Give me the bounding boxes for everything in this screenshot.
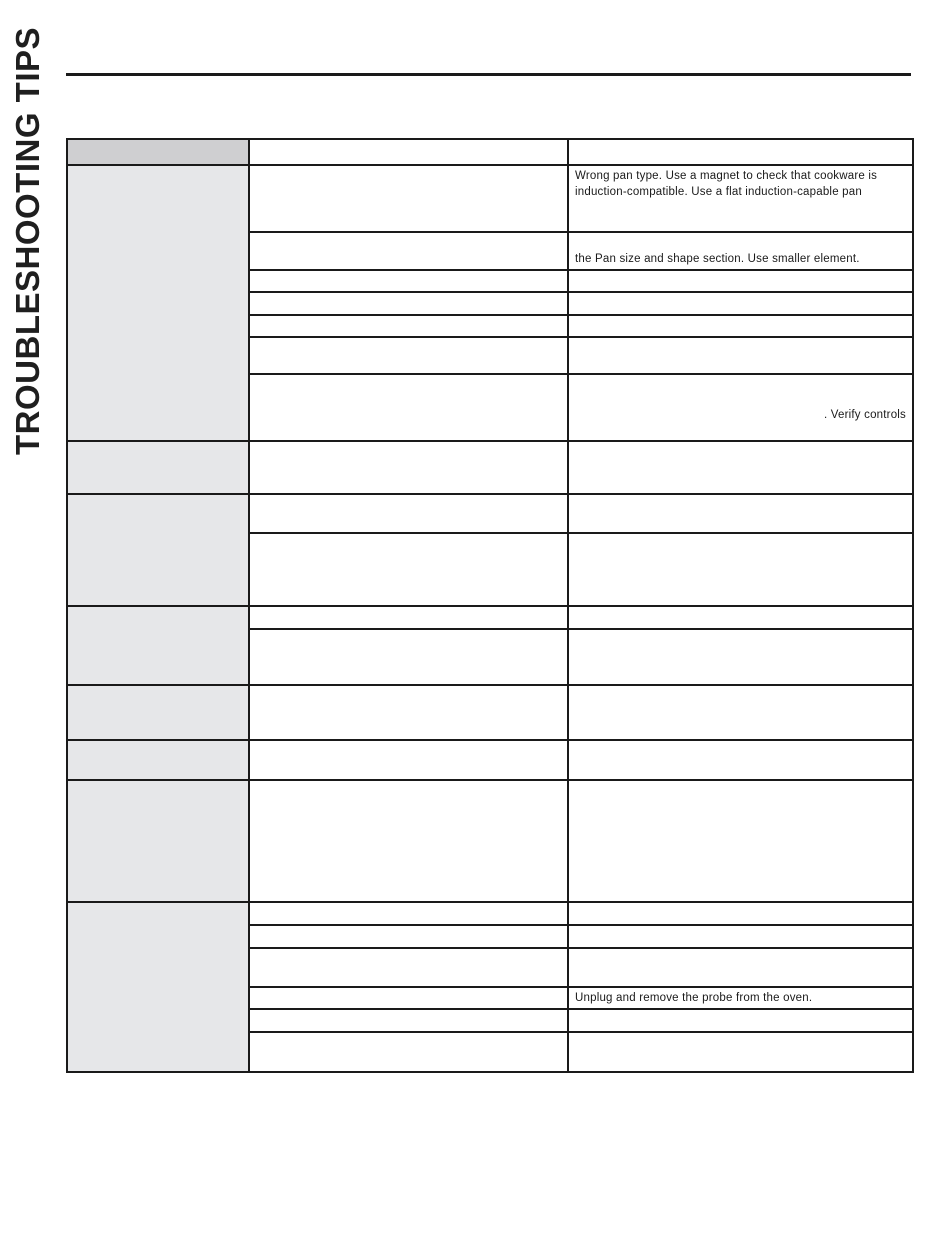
cause-cell [249, 902, 568, 925]
cause-cell [249, 270, 568, 292]
cause-cell [249, 948, 568, 987]
header-what-to-do [568, 139, 913, 165]
table-header-row [67, 139, 913, 165]
fix-text: Unplug and remove the probe from the oven. [575, 992, 813, 1004]
fix-cell [568, 902, 913, 925]
fix-cell [568, 606, 913, 629]
fix-cell [568, 337, 913, 374]
fix-cell [568, 292, 913, 315]
fix-cell [568, 374, 913, 441]
cause-cell [249, 606, 568, 629]
fix-cell [568, 1009, 913, 1032]
header-problem [67, 139, 249, 165]
cause-cell [249, 685, 568, 740]
fix-cell [568, 1032, 913, 1072]
header-rule [66, 73, 911, 76]
problem-cell [67, 494, 249, 606]
cause-cell [249, 740, 568, 780]
cause-cell [249, 629, 568, 685]
fix-cell [568, 925, 913, 948]
table-row [67, 494, 913, 533]
cause-cell [249, 292, 568, 315]
fix-cell [568, 685, 913, 740]
table-row [67, 685, 913, 740]
fix-cell [568, 948, 913, 987]
problem-cell [67, 441, 249, 494]
fix-cell [568, 165, 913, 232]
fix-cell [568, 533, 913, 606]
cause-cell [249, 337, 568, 374]
fix-cell [568, 987, 913, 1009]
table-row [67, 441, 913, 494]
fix-cell [568, 315, 913, 337]
fix-cell [568, 629, 913, 685]
section-title-vertical [8, 26, 48, 456]
problem-cell [67, 606, 249, 685]
fix-cell [568, 270, 913, 292]
problem-cell [67, 780, 249, 902]
cause-cell [249, 533, 568, 606]
cause-cell [249, 441, 568, 494]
header-possible-causes [249, 139, 568, 165]
cause-cell [249, 315, 568, 337]
section-title-text: TROUBLESHOOTING TIPS [9, 26, 46, 456]
fix-cell [568, 494, 913, 533]
fix-text: . Verify controls [823, 409, 906, 421]
table-row [67, 902, 913, 925]
fix-cell [568, 441, 913, 494]
fix-cell [568, 740, 913, 780]
cause-cell [249, 165, 568, 232]
cause-cell [249, 925, 568, 948]
cause-cell [249, 1032, 568, 1072]
troubleshooting-table [66, 138, 914, 1073]
fix-text: the Pan size and shape section. Use smaller element. [575, 253, 860, 265]
cause-cell [249, 1009, 568, 1032]
fix-cell [568, 232, 913, 270]
problem-cell [67, 902, 249, 1072]
problem-cell [67, 740, 249, 780]
cause-cell [249, 232, 568, 270]
cause-cell [249, 987, 568, 1009]
table-row [67, 606, 913, 629]
cause-cell [249, 374, 568, 441]
problem-cell [67, 165, 249, 441]
cause-cell [249, 494, 568, 533]
fix-cell [568, 780, 913, 902]
table-row [67, 780, 913, 902]
fix-text: Wrong pan type. Use a magnet to check that cookware is induction-compatible. Use a flat induction-capable pan [575, 170, 878, 198]
cause-cell [249, 780, 568, 902]
table-row [67, 740, 913, 780]
problem-cell [67, 685, 249, 740]
table-row [67, 165, 913, 232]
